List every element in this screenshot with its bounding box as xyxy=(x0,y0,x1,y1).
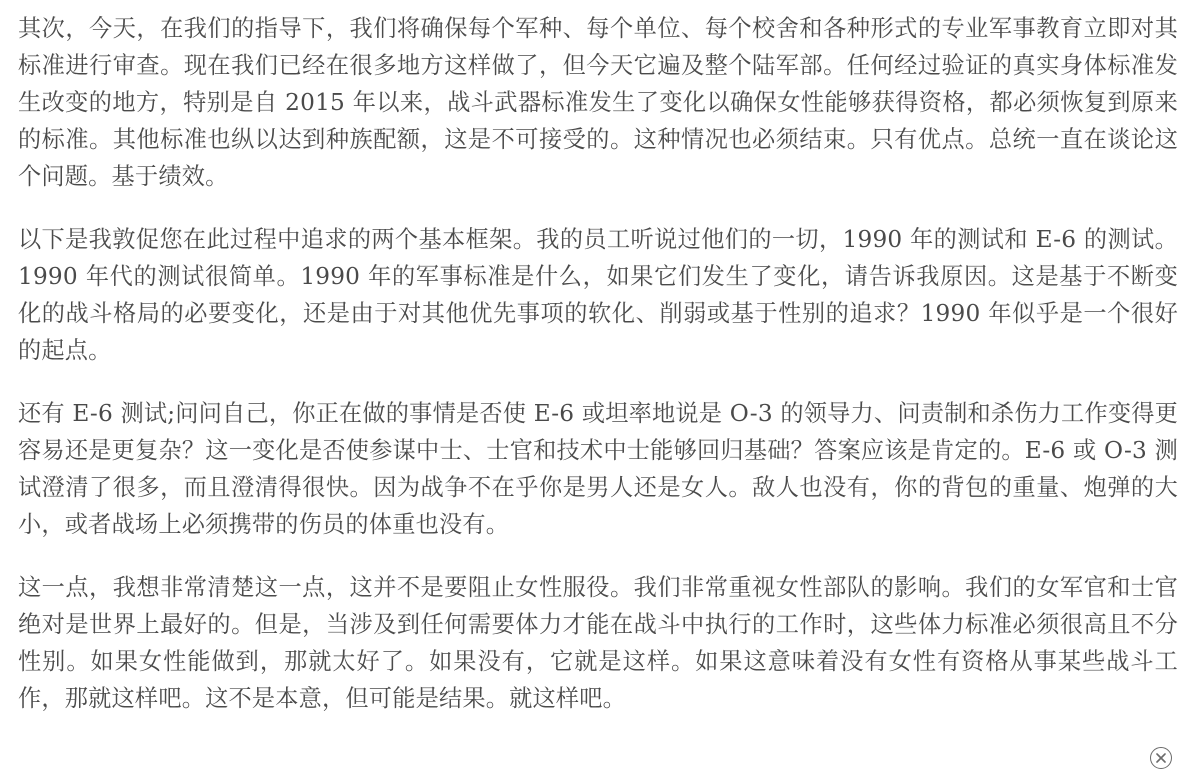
paragraph-4: 这一点，我想非常清楚这一点，这并不是要阻止女性服役。我们非常重视女性部队的影响。我们的女军官和士官绝对是世界上最好的。但是，当涉及到任何需要体力才能在战斗中执行的工作时，这些体力标准必须很高且不分性别。如果女性能做到，那就太好了。如果没有，它就是这样。如果这意味着没有女性有资格从事某些战斗工作，那就这样吧。这不是本意，但可能是结果。就这样吧。 xyxy=(18,574,1178,712)
close-icon xyxy=(1155,752,1167,764)
paragraph-1: 其次，今天，在我们的指导下，我们将确保每个军种、每个单位、每个校舍和各种形式的专业军事教育立即对其标准进行审查。现在我们已经在很多地方这样做了，但今天它遍及整个陆军部。任何经过验证的真实身体标准发生改变的地方，特别是自 2015 年以来，战斗武器标准发生了变化以确保女性能够获得资格，都必须恢复到原来的标准。其他标准也纵以达到种族配额，这是不可接受的。这种情况也必须结束。只有优点。总统一直在谈论这个问题。基于绩效。 xyxy=(18,15,1178,190)
paragraph-3: 还有 E-6 测试;问问自己，你正在做的事情是否使 E-6 或坦率地说是 O-3 的领导力、问责制和杀伤力工作变得更容易还是更复杂？这一变化是否使参谋中士、士官和技术中士能够回归基础？答案应该是肯定的。E-6 或 O-3 测试澄清了很多，而且澄清得很快。因为战争不在乎你是男人还是女人。敌人也没有，你的背包的重量、炮弹的大小，或者战场上必须携带的伤员的体重也没有。 xyxy=(18,400,1178,538)
paragraph-2: 以下是我敦促您在此过程中追求的两个基本框架。我的员工听说过他们的一切，1990 年的测试和 E-6 的测试。1990 年代的测试很简单。1990 年的军事标准是什么，如果它们发生了变化，请告诉我原因。这是基于不断变化的战斗格局的必要变化，还是由于对其他优先事项的软化、削弱或基于性别的追求？1990 年似乎是一个很好的起点。 xyxy=(18,226,1178,364)
close-button[interactable] xyxy=(1150,747,1172,769)
